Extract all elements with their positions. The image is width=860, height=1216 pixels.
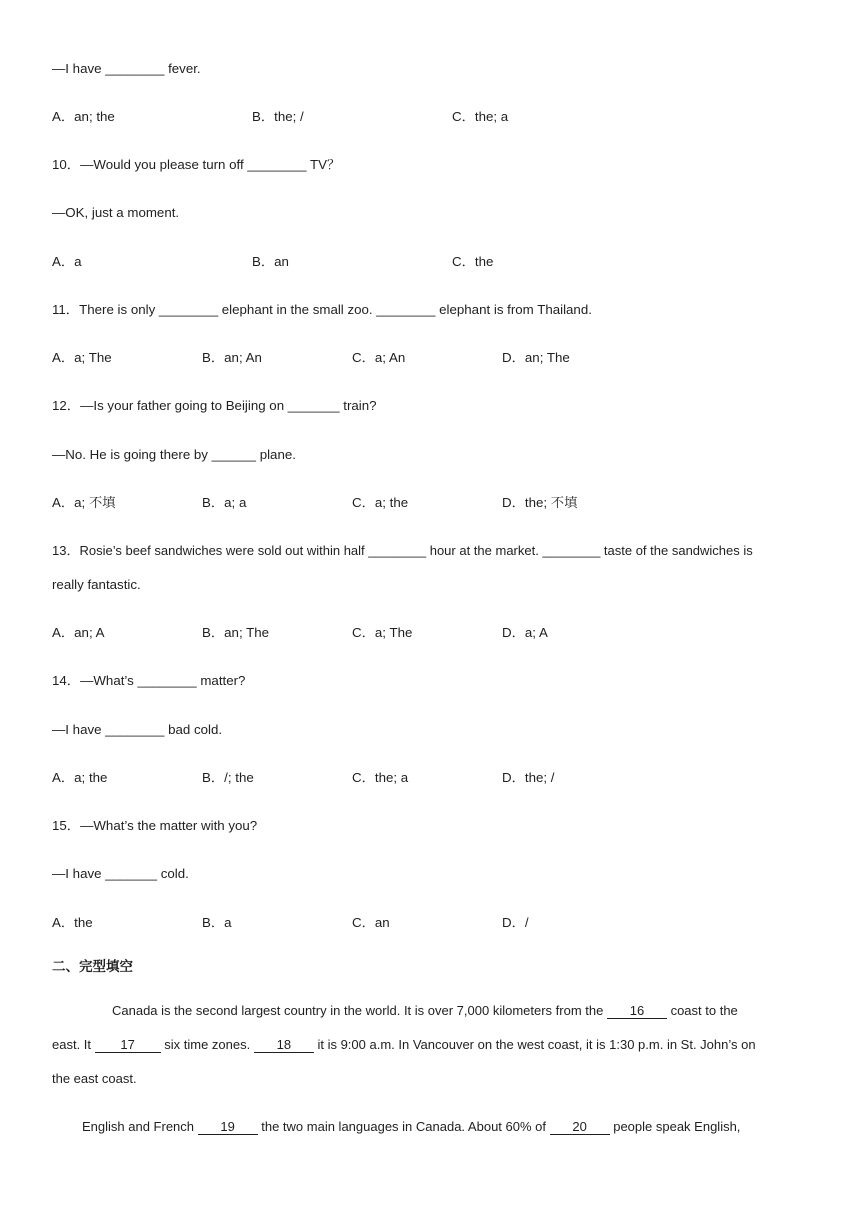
q10-question: 10．—Would you please turn off ________ TV？	[52, 157, 341, 172]
q10-reply: —OK, just a moment.	[52, 205, 180, 220]
q10-option-a: A．a	[52, 254, 82, 269]
q15-option-a: A．the	[52, 915, 93, 930]
q14-reply: —I have ________ bad cold.	[52, 722, 223, 737]
blank-18[interactable]: 18	[254, 1038, 314, 1053]
q10-option-c: C．the	[452, 254, 494, 269]
blank-20[interactable]: 20	[550, 1120, 610, 1135]
q9-option-b: B．the; /	[252, 109, 304, 124]
passage-line-4: English and French 19 the two main languages in Canada. About 60% of 20 people speak English,	[82, 1119, 741, 1134]
q13-option-c: C．a; The	[352, 625, 413, 640]
q14-option-c: C．the; a	[352, 770, 409, 785]
blank-16[interactable]: 16	[607, 1004, 667, 1019]
q11-option-b: B．an; An	[202, 350, 262, 365]
q14-option-a: A．a; the	[52, 770, 108, 785]
passage-line-3: the east coast.	[52, 1071, 137, 1086]
q11-option-d: D．an; The	[502, 350, 570, 365]
q12-option-d: D．the; 不填	[502, 495, 578, 510]
q15-option-c: C．an	[352, 915, 390, 930]
q12-question: 12．—Is your father going to Beijing on _______ train?	[52, 398, 377, 413]
blank-19[interactable]: 19	[198, 1120, 258, 1135]
passage-line-1: Canada is the second largest country in the world. It is over 7,000 kilometers from the 16 coast to the	[112, 1003, 738, 1018]
q13-option-d: D．a; A	[502, 625, 548, 640]
section-title: 二、完型填空	[52, 959, 133, 975]
q9-reply: —I have ________ fever.	[52, 61, 201, 76]
q12-option-b: B．a; a	[202, 495, 247, 510]
q15-reply: —I have _______ cold.	[52, 866, 189, 881]
q15-option-b: B．a	[202, 915, 232, 930]
q14-option-d: D．the; /	[502, 770, 555, 785]
q13-option-b: B．an; The	[202, 625, 270, 640]
q11-option-c: C．a; An	[352, 350, 406, 365]
q13-option-a: A．an; A	[52, 625, 105, 640]
q15-question: 15．—What’s the matter with you?	[52, 818, 258, 833]
q14-option-b: B．/; the	[202, 770, 254, 785]
q14-question: 14．—What’s ________ matter?	[52, 673, 246, 688]
q10-option-b: B．an	[252, 254, 289, 269]
q12-option-c: C．a; the	[352, 495, 409, 510]
q13-question: 13．Rosie’s beef sandwiches were sold out within half ________ hour at the market. ________ taste of the sandwiches is	[52, 543, 753, 558]
q12-option-a: A．a; 不填	[52, 495, 116, 510]
q13-question-continued: really fantastic.	[52, 577, 141, 592]
q12-reply: —No. He is going there by ______ plane.	[52, 447, 296, 462]
blank-17[interactable]: 17	[95, 1038, 161, 1053]
q11-question: 11．There is only ________ elephant in the small zoo. ________ elephant is from Thailand.	[52, 302, 592, 317]
passage-line-2: east. It 17 six time zones. 18 it is 9:00 a.m. In Vancouver on the west coast, it is 1:30 p.m. in St. John’s on	[52, 1037, 756, 1052]
q11-option-a: A．a; The	[52, 350, 112, 365]
q15-option-d: D．/	[502, 915, 529, 930]
q9-option-c: C．the; a	[452, 109, 509, 124]
q9-option-a: A．an; the	[52, 109, 115, 124]
